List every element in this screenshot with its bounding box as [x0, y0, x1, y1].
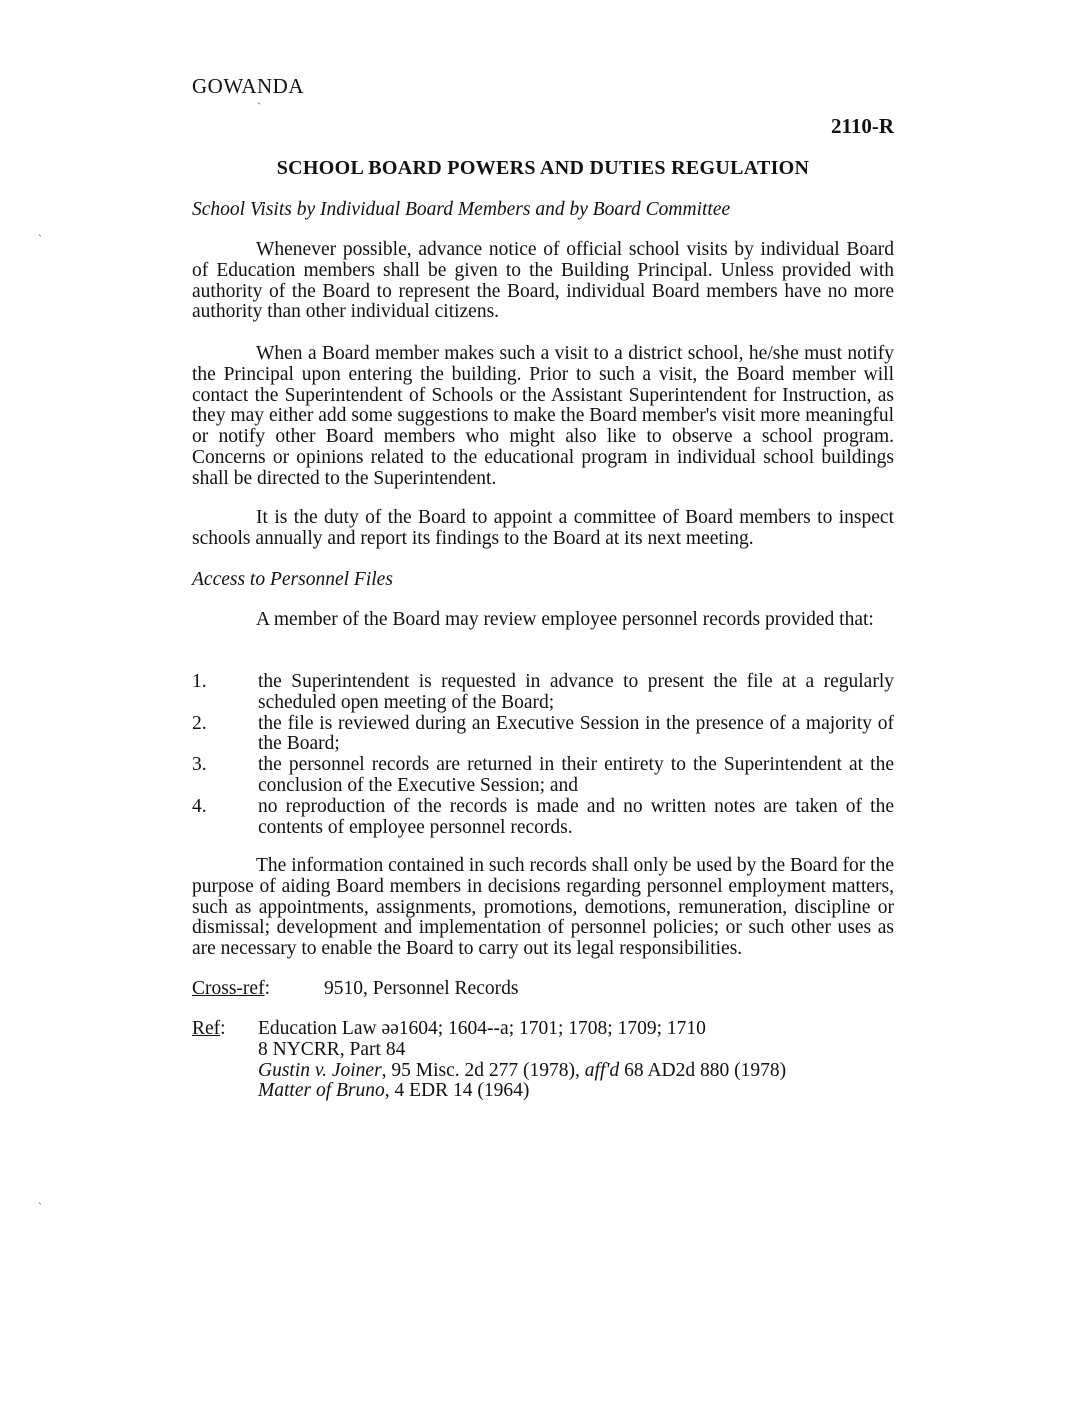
list-item-text: no reproduction of the records is made and no written notes are taken of the contents of employee personnel records.: [258, 795, 894, 838]
policy-code: 2110-R: [831, 114, 894, 138]
scan-speck: `: [38, 1200, 42, 1214]
list-item-text: the personnel records are returned in their entirety to the Superintendent at the conclusion of the Executive Session; and: [258, 754, 894, 796]
list-item-number: 2.: [192, 712, 207, 734]
cross-reference: [192, 978, 519, 1000]
ref-colon: :: [220, 1018, 226, 1039]
ref-case-gustin: [258, 1061, 786, 1082]
district-name: GOWANDA: [192, 74, 304, 98]
list-item: [192, 755, 894, 797]
cross-ref-label: Cross-ref: [192, 978, 265, 999]
list-item: [192, 714, 894, 756]
case-name: Gustin v. Joiner: [258, 1059, 382, 1081]
document-title: SCHOOL BOARD POWERS AND DUTIES REGULATION: [276, 157, 810, 179]
scan-speck: `: [38, 232, 42, 246]
paragraph-advance-notice: Whenever possible, advance notice of official school visits by individual Board of Education members shall be given to the Building Principal. Unless provided with authority of the Board to represent the Board, individual Board members have no more authority than other individual citizens.: [192, 239, 894, 323]
section-heading-personnel-files: Access to Personnel Files: [192, 569, 393, 590]
list-item-number: 4.: [192, 795, 207, 817]
case-name: Matter of Bruno: [258, 1080, 385, 1102]
references: [192, 1018, 787, 1102]
cross-ref-colon: :: [264, 978, 270, 999]
paragraph-review-intro: A member of the Board may review employee personnel records provided that:: [256, 609, 874, 630]
case-affd: aff'd: [584, 1059, 620, 1081]
list-item-text: the file is reviewed during an Executive Session in the presence of a majority of the Board;: [258, 712, 894, 755]
paragraph-inspection-committee: It is the duty of the Board to appoint a committee of Board members to inspect schools annually and report its findings to the Board at its next meeting.: [192, 507, 894, 549]
reference-lines: [258, 1019, 786, 1102]
scan-speck: `: [257, 100, 261, 114]
case-citation-end: 68 AD2d 880 (1978): [619, 1059, 787, 1081]
ref-nycrr: 8 NYCRR, Part 84: [258, 1038, 406, 1060]
ref-label: Ref: [192, 1018, 221, 1039]
paragraph-records-use: The information contained in such records shall only be used by the Board for the purpose of aiding Board members in decisions regarding personnel employment matters, such as appointments, assignments, promotions, demotions, remuneration, discipline or dismissal; development and implementation of personnel policies; or such other uses as are necessary to enable the Board to carry out its legal responsibilities.: [192, 855, 894, 960]
paragraph-visit-procedure: When a Board member makes such a visit to a district school, he/she must notify the Principal upon entering the building. Prior to such a visit, the Board member will contact the Superintendent of Schools or the Assistant Superintendent for Instruction, as they may either add some suggestions to make the Board member's visit more meaningful or notify other Board members who might also like to observe a school program. Concerns or opinions related to the educational program in individual school buildings shall be directed to the Superintendent.: [192, 343, 894, 489]
section-heading-school-visits: School Visits by Individual Board Members and by Board Committee: [192, 199, 731, 220]
list-item: [192, 797, 894, 839]
list-item-text: the Superintendent is requested in advance to present the file at a regularly scheduled open meeting of the Board;: [258, 671, 894, 713]
list-item: [192, 672, 894, 714]
cross-ref-value: 9510, Personnel Records: [324, 978, 519, 999]
ref-case-bruno: [258, 1081, 786, 1102]
case-citation: , 95 Misc. 2d 277 (1978),: [381, 1059, 585, 1081]
list-item-number: 3.: [192, 754, 207, 776]
case-citation: , 4 EDR 14 (1964): [384, 1080, 530, 1102]
ref-education-law: Education Law əə1604; 1604--a; 1701; 1708; 1709; 1710: [258, 1018, 706, 1039]
conditions-list: [192, 672, 894, 838]
list-item-number: 1.: [192, 671, 207, 692]
